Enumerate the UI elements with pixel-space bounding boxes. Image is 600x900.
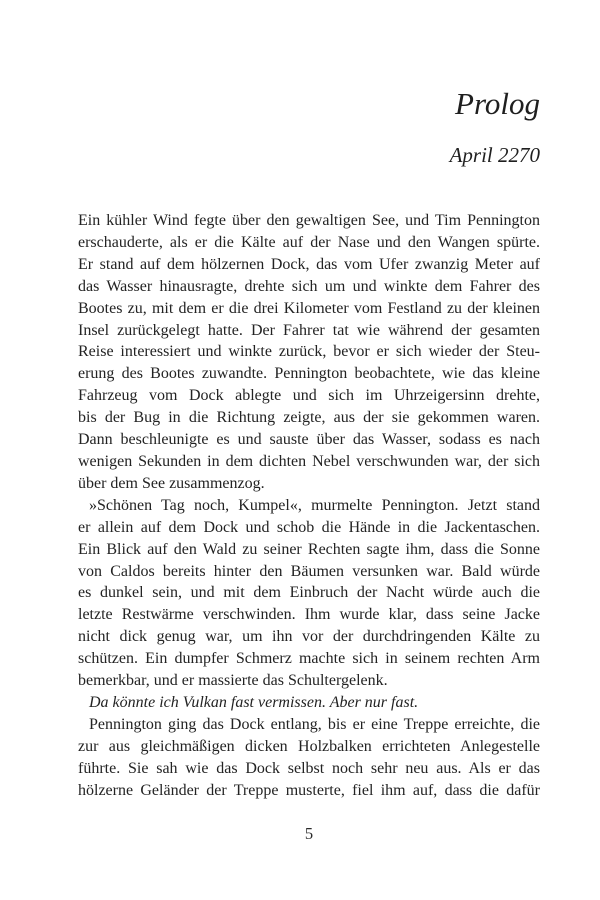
page-number: 5: [304, 824, 314, 843]
text-line: Pennington ging das Dock entlang, bis er eine Treppe erreichte, die: [89, 715, 540, 733]
text-line: schützen. Ein dumpfer Schmerz machte sich in seinem rechten Arm: [78, 650, 540, 668]
text-line: »Schönen Tag noch, Kumpel«, murmelte Pennington. Jetzt stand: [89, 496, 540, 514]
text-line: es dunkel sein, und mit dem Einbruch der Nacht würde auch die: [78, 584, 540, 602]
text-line: Bootes zu, mit dem er die drei Kilometer vom Festland zu der kleinen: [78, 299, 540, 317]
text-line: Fahrzeug vom Dock ablegte und sich im Uhrzeigersinn drehte,: [78, 387, 540, 405]
chapter-title: Prolog: [455, 86, 540, 121]
text-line: über dem See zusammenzog.: [78, 474, 265, 492]
paragraph: [78, 714, 540, 802]
text-line: von Caldos bereits hinter den Bäumen versunken war. Bald würde: [78, 562, 540, 580]
text-line: Ein Blick auf den Wald zu seiner Rechten sagte ihm, dass die Sonne: [78, 540, 540, 558]
text-line: führte. Sie sah wie das Dock selbst noch sehr neu aus. Als er das: [78, 759, 540, 777]
text-line: letzte Restwärme verschwinden. Ihm wurde klar, dass seine Jacke: [78, 606, 540, 624]
text-line: zur aus gleichmäßigen dicken Holzbalken errichteten Anlegestelle: [78, 737, 540, 755]
paragraph: [78, 210, 540, 495]
text-line: Reise interessiert und winkte zurück, bevor er sich wieder der Steu-: [78, 343, 540, 361]
paragraph: [78, 692, 540, 714]
text-line: erung des Bootes zuwandte. Pennington beobachtete, wie das kleine: [78, 365, 540, 383]
text-line: Da könnte ich Vulkan fast vermissen. Aber nur fast.: [89, 693, 419, 711]
text-line: Ein kühler Wind fegte über den gewaltigen See, und Tim Pennington: [78, 212, 540, 229]
text-line: das Wasser hinausragte, drehte sich um und winkte dem Fahrer des: [78, 277, 540, 295]
paragraph: [78, 495, 540, 692]
text-line: erschauderte, als er die Kälte auf der Nase und den Wangen spürte.: [78, 233, 540, 251]
chapter-date: April 2270: [449, 143, 540, 167]
text-line: Insel zurückgelegt hatte. Der Fahrer tat wie während der gesamten: [78, 321, 540, 339]
text-line: Er stand auf dem hölzernen Dock, das vom Ufer zwanzig Meter auf: [78, 255, 540, 273]
text-line: er allein auf dem Dock und schob die Hände in die Jackentaschen.: [78, 518, 540, 536]
text-line: nicht dick genug war, um ihn vor der durchdringenden Kälte zu: [78, 628, 540, 646]
text-line: bemerkbar, und er massierte das Schultergelenk.: [78, 672, 388, 690]
body-text: [78, 210, 540, 801]
text-line: bis der Bug in die Richtung zeigte, aus der sie gekommen waren.: [78, 409, 540, 427]
text-line: wenigen Sekunden in dem dichten Nebel verschwunden war, der sich: [78, 452, 540, 470]
text-line: hölzerne Geländer der Treppe musterte, fiel ihm auf, dass die dafür: [78, 781, 540, 799]
text-line: Dann beschleunigte es und sauste über das Wasser, sodass es nach: [78, 431, 540, 449]
